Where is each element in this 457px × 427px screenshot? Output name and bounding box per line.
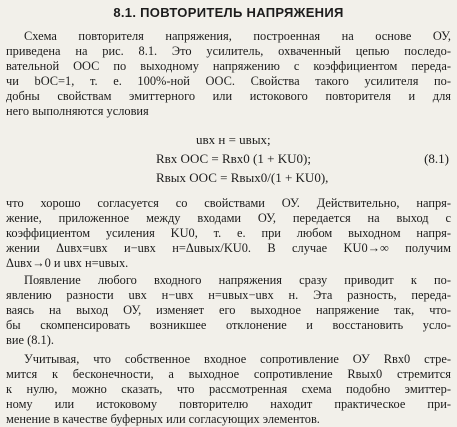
paragraph-2-line: жение, приложенное между входами ОУ, передается на выход с xyxy=(6,211,451,225)
paragraph-2-line: что хорошо согласуется со свойствами ОУ. Действительно, напря- xyxy=(6,196,451,210)
paragraph-1-line: добны свойствам эмиттерного или истокового повторителя и для xyxy=(6,89,451,103)
paragraph-3-line: Появление любого входного напряжения сразу приводит к по- xyxy=(24,273,451,287)
paragraph-4-line: Учитывая, что собственное входное сопротивление ОУ Rвх0 стре- xyxy=(24,352,451,366)
paragraph-2-line: коэффициентом усиления KU0, т. е. при любом выходном напря- xyxy=(6,226,451,240)
paragraph-4-line: мится к бесконечности, а выходное сопротивление Rвых0 стремится xyxy=(6,367,451,381)
paragraph-1-line: него выполняются условия xyxy=(6,104,149,118)
section-title: 8.1. ПОВТОРИТЕЛЬ НАПРЯЖЕНИЯ xyxy=(113,5,344,20)
equation-line: uвх н = uвых; xyxy=(196,132,271,147)
equation-number: (8.1) xyxy=(424,151,449,166)
equation-line: Rвх ООС = Rвх0 (1 + KU0); xyxy=(156,151,311,166)
paragraph-4-line: менение в качестве буферных или согласующих элементов. xyxy=(6,412,320,426)
paragraph-1-line: вательной ООС по выходному напряжению с коэффициентом переда- xyxy=(6,59,451,73)
paragraph-3-line: явлению разности uвх н−uвх н=uвых−uвх н. Эта разность, переда- xyxy=(6,288,451,302)
paragraph-1-line: чи bОС=1, т. е. 100%-ной ООС. Свойства такого усилителя по- xyxy=(6,74,451,88)
paragraph-1-line: Схема повторителя напряжения, построенная на основе ОУ, xyxy=(24,29,451,43)
paragraph-4-line: ному или истоковому повторителю находит практическое при- xyxy=(6,397,451,411)
paragraph-2-line: Δuвх→0 и uвх н=uвых. xyxy=(6,256,129,270)
equation-line: Rвых ООС = Rвых0/(1 + KU0), xyxy=(156,170,329,185)
paragraph-3-line: бы скомпенсировать возникшее отклонение и восстановить усло- xyxy=(6,318,451,332)
paragraph-3-line: вие (8.1). xyxy=(6,333,54,347)
paragraph-4-line: к нулю, можно сказать, что рассмотренная схема подобно эмиттер- xyxy=(6,382,451,396)
paragraph-3-line: ваясь на выход ОУ, изменяет его выходное напряжение так, что- xyxy=(6,303,451,317)
paragraph-2-line: жении Δuвх=uвх и−uвх н=Δuвых/KU0. В случае KU0→∞ получим xyxy=(6,241,451,255)
paragraph-1-line: приведена на рис. 8.1. Это усилитель, охваченный цепью последо- xyxy=(6,44,451,58)
